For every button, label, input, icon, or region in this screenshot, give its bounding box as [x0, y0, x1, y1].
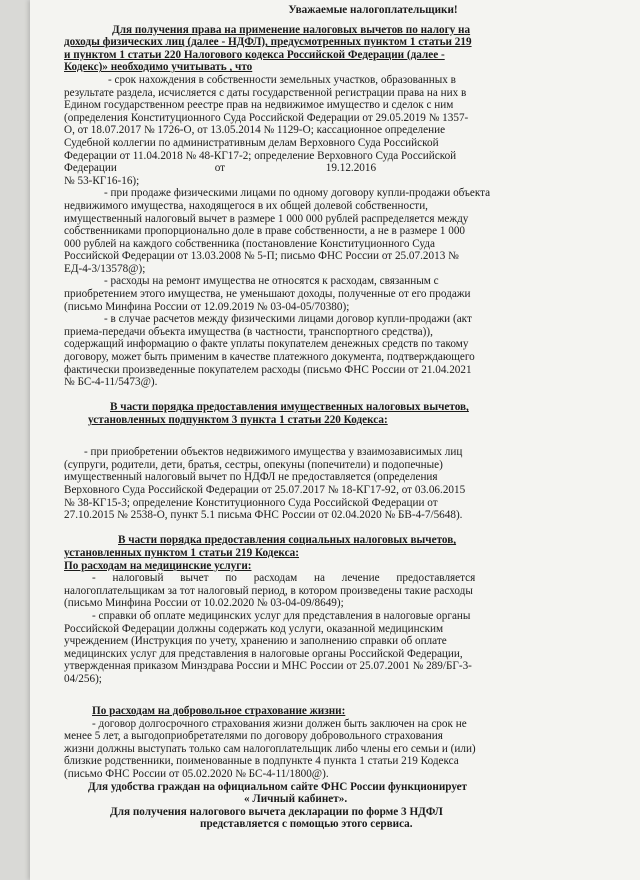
text-line: № 38-КГ15-3; определение Конституционного Суда Российской Федерации от — [64, 496, 438, 509]
text-line: договору, может быть применим в качестве платежного документа, подтверждающего — [64, 351, 475, 364]
text-line: (определения Конституционного Суда Российской Федерации от 29.05.2019 № 1357- — [64, 111, 469, 124]
insurance-block — [64, 718, 640, 781]
text-line: Российской Федерации должны содержать код услуги, оказанной медицинским — [64, 622, 444, 635]
text-line: - при продаже физическими лицами по одному договору купли-продажи объекта — [104, 187, 491, 200]
heading-line: В части порядка предоставления имущественных налоговых вычетов, — [110, 401, 469, 414]
text-line: - расходы на ремонт имущества не относятся к расходам, связанным с — [104, 275, 439, 288]
text-line: - договор долгосрочного страхования жизни должен быть заключен на срок не — [92, 717, 467, 730]
related-persons-block — [64, 446, 640, 522]
text-line: - справки об оплате медицинских услуг для представления в налоговые органы — [92, 609, 471, 622]
text-line: 000 рублей на каждого собственника (постановление Конституционного Суда — [64, 237, 435, 250]
medical-subheading: По расходам на медицинские услуги: — [64, 559, 252, 572]
text-line: приобретением этого имущества, не уменьшают доходы, полученные от его продажи — [64, 288, 471, 301]
text-line: результате раздела, исчисляется с даты государственной регистрации права на них в — [64, 86, 467, 99]
text-line: ЕД-4-3/13578@); — [64, 262, 146, 275]
section-heading-social — [64, 534, 640, 559]
text-line: № БС-4-11/5473@). — [64, 376, 158, 389]
text-line: близкие родственники, поименованные в подпункте 4 пункта 1 статьи 219 Кодекса — [64, 755, 459, 768]
intro-line: доходы физических лиц (далее - НДФЛ), предусмотренных пунктом 1 статьи 219 — [64, 36, 472, 49]
text-line: менее 5 лет, а выгодоприобретателями по договору добровольного страхования — [64, 730, 443, 743]
text-line: медицинских услуг для представления в налоговые органы Российской Федерации, — [64, 647, 463, 660]
text-line: приема-передачи объекта имущества (в частности, транспортного средства)), — [64, 325, 433, 338]
medical-block — [64, 572, 640, 685]
text-line: (супруги, родители, дети, братья, сестры, опекуны (попечители) и подопечные) — [64, 458, 443, 471]
document-body — [64, 4, 640, 831]
text-line: налогоплательщикам за тот налоговый период, в котором произведены такие расходы — [64, 584, 473, 597]
text-line: Федерации от 11.04.2018 № 48-КГ17-2; определение Верховного Суда Российской — [64, 149, 457, 162]
text-line: недвижимого имущества, находящегося в их общей долевой собственности, — [64, 199, 428, 212]
intro-line: и пунктом 1 статьи 220 Налогового кодекса Российской Федерации (далее - — [64, 48, 445, 61]
text-line: - в случае расчетов между физическими лицами договор купли-продажи (акт — [104, 313, 472, 326]
intro-paragraph — [64, 24, 640, 74]
document-title: Уважаемые налогоплательщики! — [288, 4, 458, 16]
text-line: (письмо Минфина России от 10.02.2020 № 03-04-09/8649); — [64, 597, 344, 610]
text-line: - срок нахождения в собственности земельных участков, образованных в — [108, 73, 456, 86]
closing-line: Для удобства граждан на официальном сайте ФНС России функционирует — [88, 780, 468, 793]
text-line: Судебной коллегии по административным делам Верховного Суда Российской — [64, 136, 439, 149]
insurance-subheading: По расходам на добровольное страхование жизни: — [92, 705, 346, 718]
heading-line: установленных пунктом 1 статьи 219 Кодекса: — [64, 546, 299, 559]
text-line: - налоговый вычет по расходам на лечение предоставляется — [92, 572, 476, 585]
text-line: О, от 18.07.2017 № 1726-О, от 13.05.2014 № 1129-О; кассационное определение — [64, 124, 446, 137]
closing-line: представляется с помощью этого сервиса. — [200, 818, 413, 831]
section-heading-property — [64, 401, 640, 426]
document-page — [30, 0, 640, 880]
text-line: утвержденная приказом Минздрава России и МНС России от 25.07.2001 № 289/БГ-3- — [64, 660, 472, 673]
text-line: имущественный налоговый вычет в размере 1 000 000 рублей распределяется между — [64, 212, 469, 225]
heading-line: установленных подпунктом 3 пункта 1 статьи 220 Кодекса: — [88, 414, 388, 426]
text-line: фактически произведенные покупателем расходы (письмо ФНС России от 21.04.2021 — [64, 363, 472, 376]
property-rules-block — [64, 74, 640, 389]
heading-line: В части порядка предоставления социальных налоговых вычетов, — [118, 534, 457, 547]
intro-line: Для получения права на применение налоговых вычетов по налогу на — [112, 23, 471, 36]
text-line: № 53-КГ16-16); — [64, 174, 140, 187]
closing-line: « Личный кабинет». — [244, 793, 348, 806]
text-line: (письмо Минфина России от 12.09.2019 № 03-04-05/70380); — [64, 300, 350, 313]
text-line: имущественный налоговый вычет по НДФЛ не предоставляется (определения — [64, 471, 438, 484]
text-line: собственниками пропорционально доле в праве собственности, а не в размере 1 000 — [64, 225, 466, 238]
text-line: 04/256); — [64, 672, 102, 685]
text-line: Российской Федерации от 13.03.2008 № 5-П; письмо ФНС России от 25.07.2013 № — [64, 250, 459, 263]
intro-line: Кодекс)» необходимо учитывать , что — [64, 61, 253, 74]
text-line: Федерации от 19.12.2016 — [64, 162, 377, 175]
text-line: Верховного Суда Российской Федерации от 25.07.2017 № 18-КГ17-92, от 03.06.2015 — [64, 483, 466, 496]
text-line: учреждением (Инструкция по учету, хранению и заполнению справки об оплате — [64, 635, 447, 648]
text-line: 27.10.2015 № 2538-О, пункт 5.1 письма ФНС России от 02.04.2020 № БВ-4-7/5648). — [64, 509, 463, 522]
text-line: Едином государственном реестре прав на недвижимое имущество и сделок с ним — [64, 99, 454, 112]
text-line: - при приобретении объектов недвижимого имущества у взаимозависимых лиц — [84, 446, 463, 459]
text-line: содержащий информацию о факте уплаты покупателем денежных средств по такому — [64, 338, 469, 351]
text-line: жизни должны выступать только сам налогоплательщик либо члены его семьи и (или) — [64, 742, 476, 755]
text-line: (письмо ФНС России от 05.02.2020 № БС-4-11/1800@). — [64, 768, 329, 781]
closing-block — [64, 781, 640, 831]
closing-line: Для получения налогового вычета декларации по форме 3 НДФЛ — [110, 805, 443, 818]
